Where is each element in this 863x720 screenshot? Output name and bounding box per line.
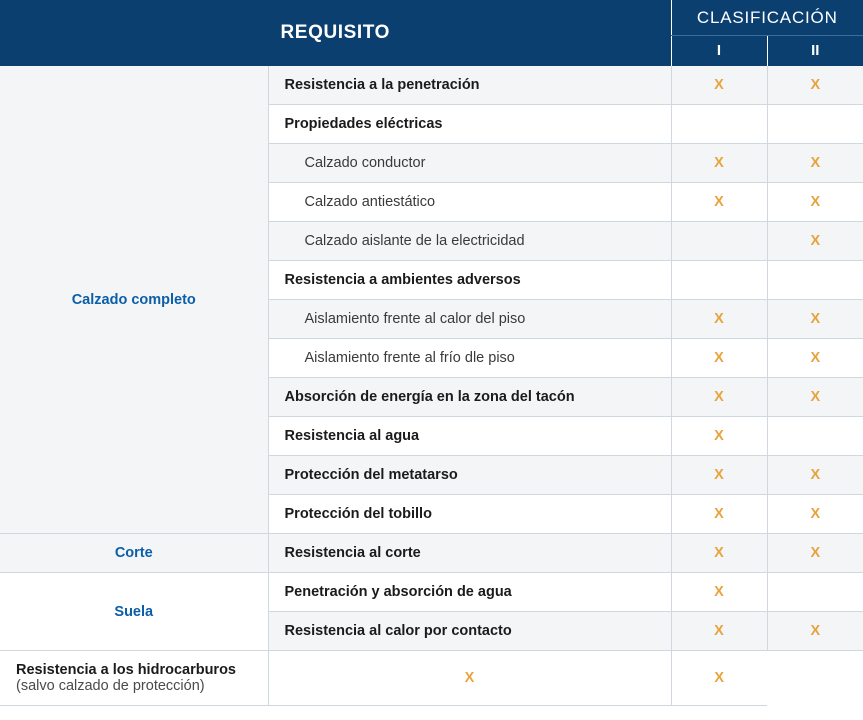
mark-cell-i: X (671, 612, 767, 651)
header-clasificacion: CLASIFICACIÓN (671, 0, 863, 36)
requisito-label: Protección del metatarso (284, 467, 458, 483)
requisito-label: Calzado aislante de la electricidad (304, 233, 525, 249)
requisito-label: Resistencia al agua (284, 428, 420, 444)
requisito-label: Aislamiento frente al frío dle piso (304, 350, 515, 366)
requisito-cell (268, 378, 671, 417)
requisito-note: (salvo calzado de protección) (16, 678, 205, 694)
requisito-cell (268, 183, 671, 222)
requisito-cell (268, 300, 671, 339)
mark-cell-i: X (671, 339, 767, 378)
requisito-cell (268, 66, 671, 105)
header-row-top (0, 0, 863, 36)
table-row (0, 534, 863, 573)
table-row (0, 651, 863, 706)
table-row (0, 66, 863, 105)
mark-cell-i: X (671, 378, 767, 417)
requisito-cell (268, 573, 671, 612)
mark-cell-i: X (268, 651, 671, 706)
mark-cell-ii: X (767, 66, 863, 105)
requisito-label: Resistencia al corte (284, 545, 421, 561)
mark-cell-ii: X (767, 612, 863, 651)
group-label-cell: Calzado completo (0, 66, 268, 534)
mark-cell-ii: X (767, 534, 863, 573)
header-col-i: I (671, 36, 767, 67)
requisito-cell (268, 456, 671, 495)
requisito-label: Penetración y absorción de agua (284, 584, 512, 600)
requisito-label: Calzado antiestático (304, 194, 436, 210)
mark-cell-ii: X (767, 222, 863, 261)
requisito-cell (268, 144, 671, 183)
header-requisito: REQUISITO (0, 0, 671, 66)
requisito-cell (268, 495, 671, 534)
mark-cell-ii (767, 573, 863, 612)
mark-cell-i: X (671, 573, 767, 612)
requisito-label: Resistencia al calor por contacto (284, 623, 512, 639)
requisito-cell (0, 651, 268, 706)
mark-cell-i: X (671, 495, 767, 534)
group-label-cell: Suela (0, 573, 268, 651)
mark-cell-i: X (671, 300, 767, 339)
group-label-cell: Corte (0, 534, 268, 573)
mark-cell-i (671, 261, 767, 300)
mark-cell-i: X (671, 417, 767, 456)
requisito-label: Resistencia a los hidrocarburos (16, 662, 236, 678)
table-header (0, 0, 863, 66)
requisito-label: Absorción de energía en la zona del tacón (284, 389, 575, 405)
requisito-label: Calzado conductor (304, 155, 426, 171)
table-body (0, 66, 863, 706)
requisito-label: Resistencia a la penetración (284, 77, 480, 93)
mark-cell-ii: X (767, 300, 863, 339)
mark-cell-ii (767, 105, 863, 144)
mark-cell-i: X (671, 534, 767, 573)
requisito-label: Propiedades eléctricas (284, 116, 443, 132)
requisito-cell (268, 534, 671, 573)
mark-cell-ii: X (767, 456, 863, 495)
requisito-label: Resistencia a ambientes adversos (284, 272, 521, 288)
requisito-cell (268, 612, 671, 651)
mark-cell-i (671, 105, 767, 144)
mark-cell-ii (767, 417, 863, 456)
header-col-ii: II (767, 36, 863, 67)
requisito-cell (268, 222, 671, 261)
requisito-label: Protección del tobillo (284, 506, 432, 522)
mark-cell-ii: X (767, 339, 863, 378)
mark-cell-ii: X (767, 378, 863, 417)
mark-cell-i: X (671, 66, 767, 105)
requisito-cell (268, 105, 671, 144)
mark-cell-i: X (671, 456, 767, 495)
mark-cell-i (671, 222, 767, 261)
requisito-cell (268, 261, 671, 300)
requisito-label: Aislamiento frente al calor del piso (304, 311, 526, 327)
mark-cell-ii (767, 261, 863, 300)
mark-cell-ii: X (767, 183, 863, 222)
mark-cell-i: X (671, 144, 767, 183)
requisito-cell (268, 417, 671, 456)
requisito-cell (268, 339, 671, 378)
mark-cell-ii: X (767, 495, 863, 534)
mark-cell-ii: X (767, 144, 863, 183)
mark-cell-ii: X (671, 651, 767, 706)
mark-cell-i: X (671, 183, 767, 222)
table-row (0, 573, 863, 612)
